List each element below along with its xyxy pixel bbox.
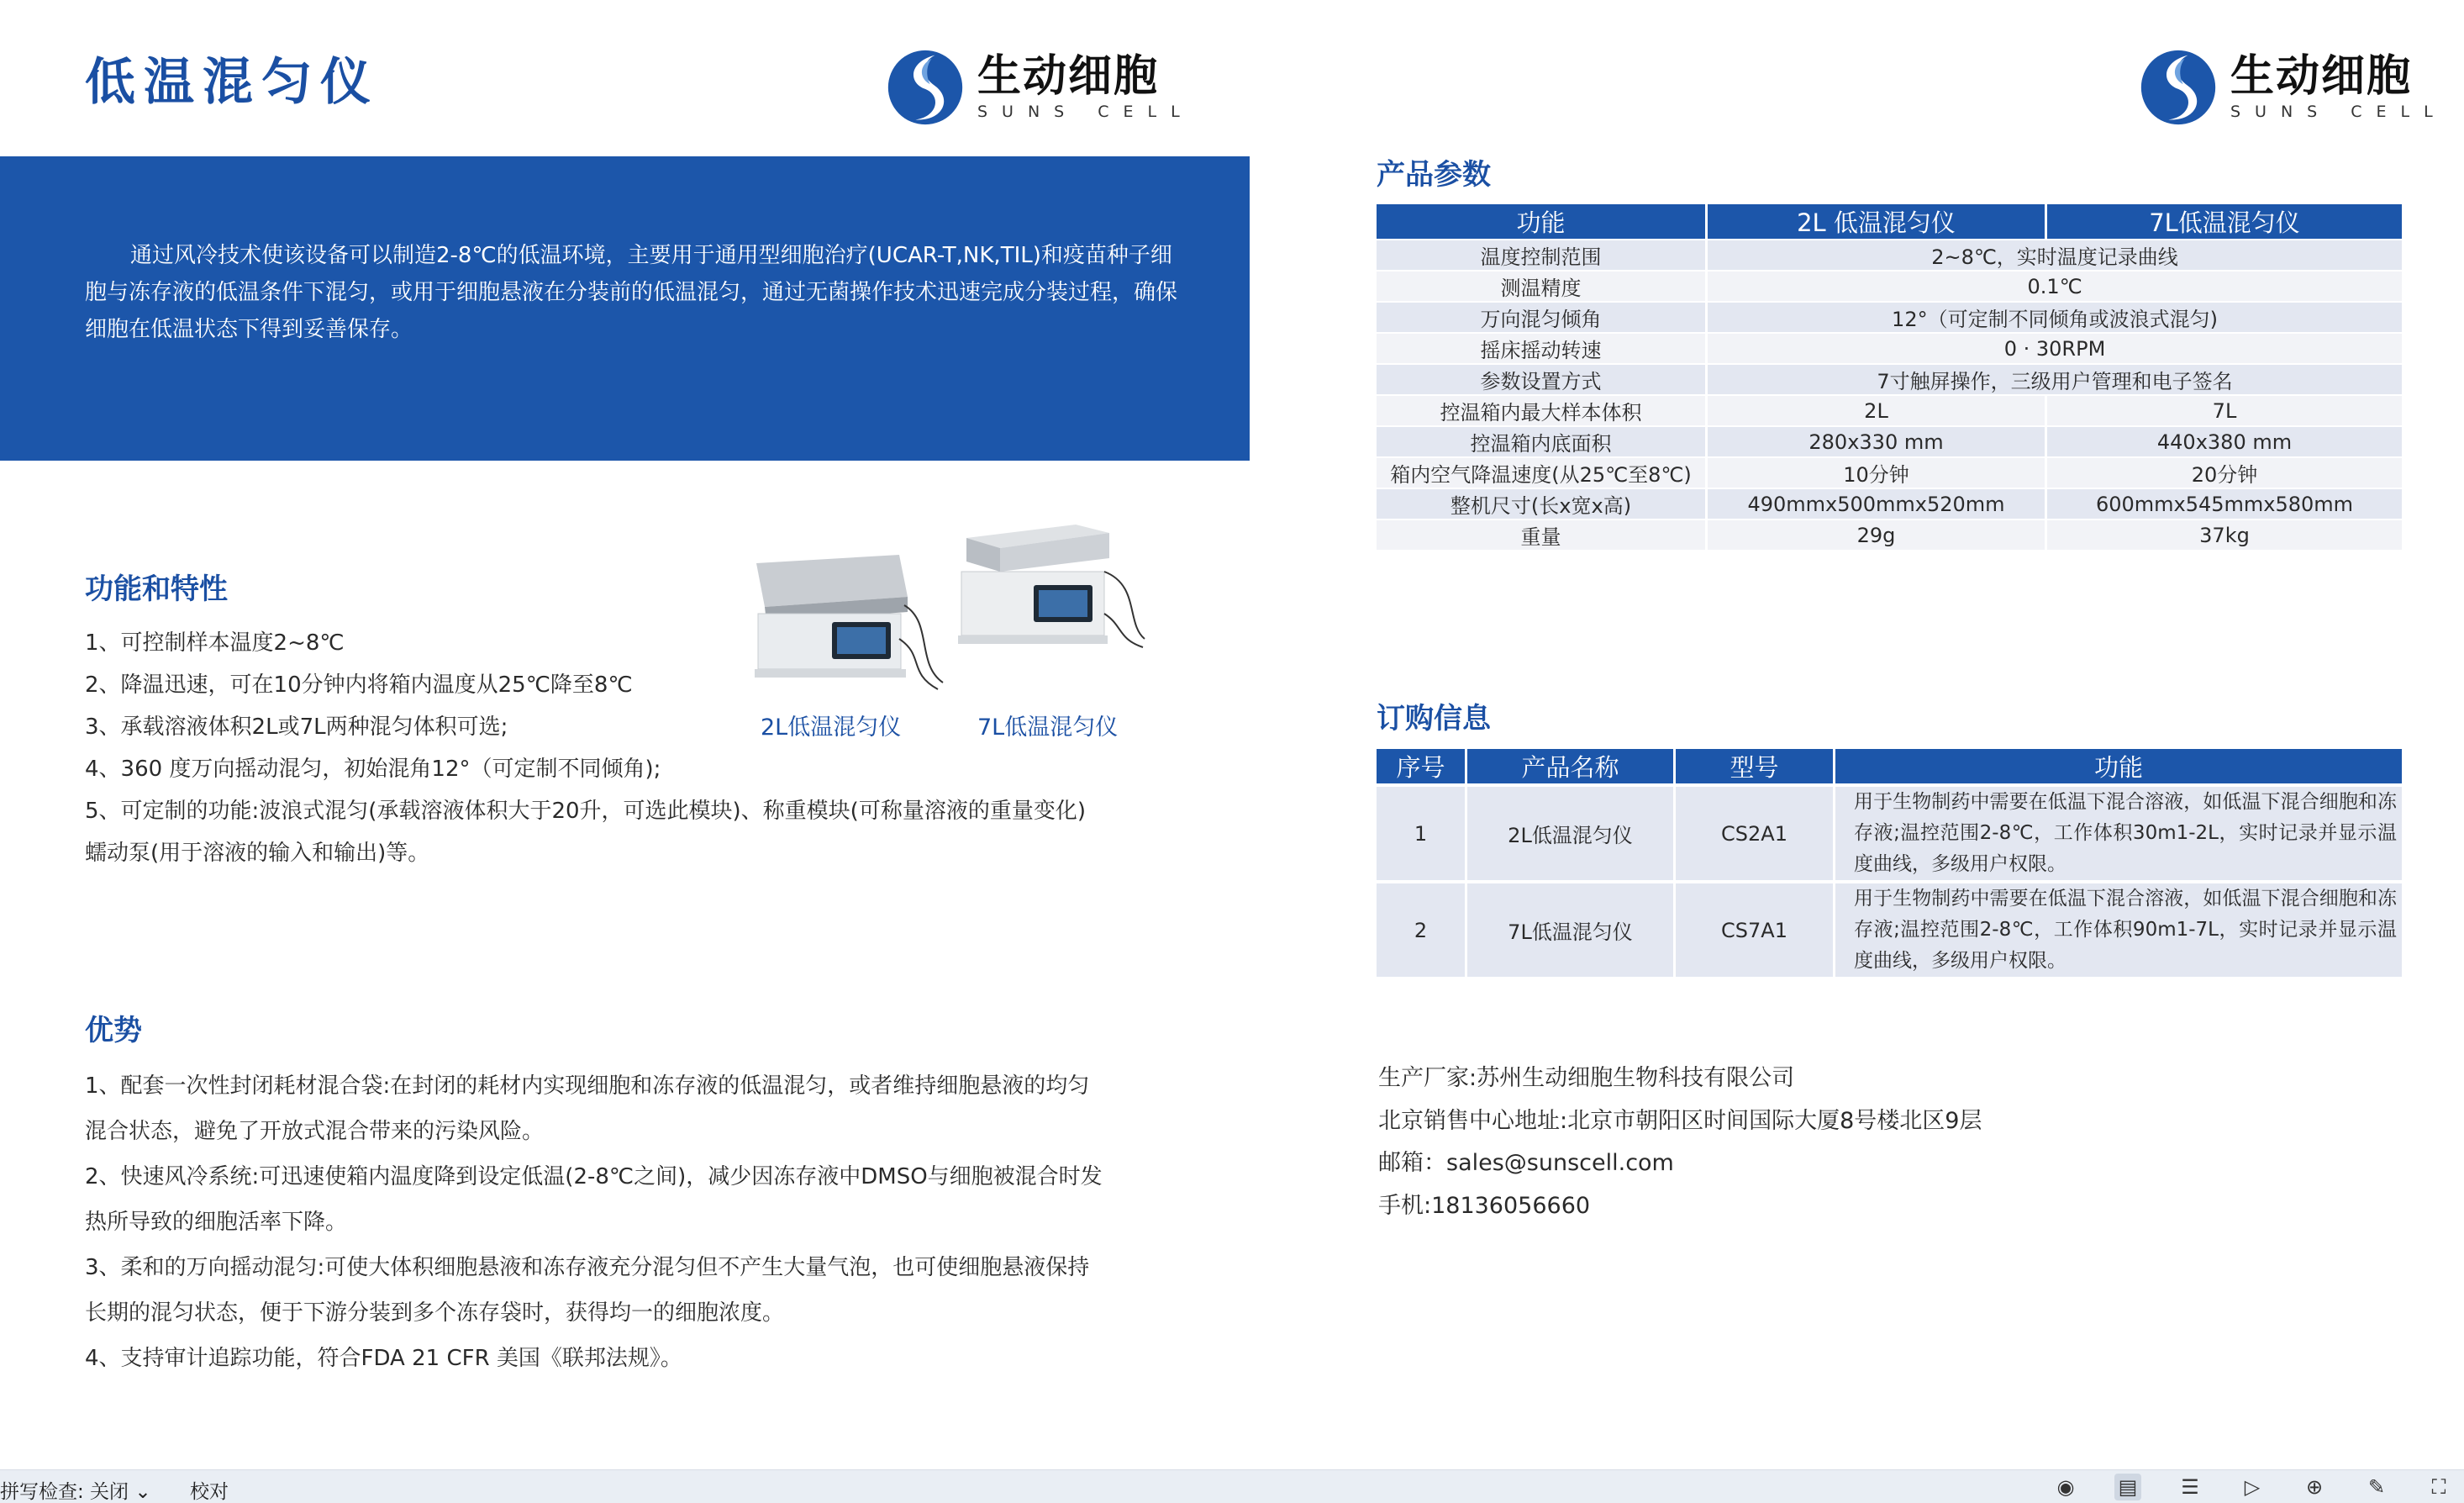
row-label: 控温箱内底面积 xyxy=(1377,425,1708,456)
row-label: 整机尺寸(长x宽x高) xyxy=(1377,488,1708,519)
spell-check-toggle[interactable]: 拼写检查: 关闭 ⌄ xyxy=(0,1481,151,1503)
row-label: 测温精度 xyxy=(1377,270,1708,301)
order-table xyxy=(1377,749,2402,977)
column-header: 产品名称 xyxy=(1467,749,1676,783)
order-number: 2 xyxy=(1377,880,1467,977)
table-row xyxy=(1377,394,2402,425)
shared-value: 2~8℃，实时温度记录曲线 xyxy=(1708,239,2402,270)
table-row xyxy=(1377,301,2402,332)
list-item: 2、快速风冷系统:可迅速使箱内温度降到设定低温(2-8℃之间)，减少因冻存液中DMSO与细胞被混合时发 xyxy=(85,1164,1103,1189)
list-item: 4、支持审计追踪功能，符合FDA 21 CFR 美国《联邦法规》。 xyxy=(85,1346,682,1371)
device-7l-caption: 7L低温混匀仪 xyxy=(977,715,1119,741)
row-label: 温度控制范围 xyxy=(1377,239,1708,270)
logo-chinese-name: 生动细胞 xyxy=(2230,51,2413,102)
table-header-row xyxy=(1377,749,2402,783)
shared-value: 7寸触屏操作，三级用户管理和电子签名 xyxy=(1708,363,2402,394)
column-header: 序号 xyxy=(1377,749,1467,783)
table-row xyxy=(1377,239,2402,270)
product-function: 用于生物制药中需要在低温下混合溶液，如低温下混合细胞和冻存液;温控范围2-8℃，工作体积90m1-7L，实时记录并显示温度曲线，多级用户权限。 xyxy=(1835,880,2402,977)
list-item: 4、360 度万向摇动混匀，初始混角12°（可定制不同倾角); xyxy=(85,757,661,782)
product-name: 2L低温混匀仪 xyxy=(1467,783,1676,880)
outline-icon[interactable]: ☰ xyxy=(2181,1475,2199,1499)
page-view-icon[interactable]: ▤ xyxy=(2114,1474,2141,1500)
table-row xyxy=(1377,456,2402,488)
logo-english-name: SUNS CELL xyxy=(977,103,1194,121)
phone: 手机:18136056660 xyxy=(1378,1192,1591,1219)
device-2l-image xyxy=(748,546,950,698)
value-2l: 2L xyxy=(1708,394,2047,425)
logo-chinese-name: 生动细胞 xyxy=(977,51,1160,102)
list-item: 长期的混匀状态，便于下游分装到多个冻存袋时，获得均一的细胞浓度。 xyxy=(85,1300,785,1326)
features-heading: 功能和特性 xyxy=(85,572,228,606)
pen-icon[interactable]: ✎ xyxy=(2367,1475,2386,1499)
list-item: 3、柔和的万向摇动混匀:可使大体积细胞悬液和冻存液充分混匀但不产生大量气泡，也可使细胞悬液保持 xyxy=(85,1255,1090,1280)
manufacturer: 生产厂家:苏州生动细胞生物科技有限公司 xyxy=(1378,1065,1795,1091)
suns-cell-logo xyxy=(2138,47,2447,128)
view-controls xyxy=(2017,1474,2452,1500)
row-label: 参数设置方式 xyxy=(1377,363,1708,394)
row-label: 摇床摇动转速 xyxy=(1377,332,1708,363)
list-item: 1、可控制样本温度2~8℃ xyxy=(85,630,345,656)
page-title: 低温混匀仪 xyxy=(85,53,379,112)
table-row xyxy=(1377,363,2402,394)
list-item: 热所导致的细胞活率下降。 xyxy=(85,1210,348,1235)
logo-english-name: SUNS CELL xyxy=(2230,103,2447,121)
column-header: 功能 xyxy=(1835,749,2402,783)
list-item: 蠕动泵(用于溶液的输入和输出)等。 xyxy=(85,841,430,866)
advantages-list xyxy=(85,1063,1211,1381)
value-7l: 7L xyxy=(2047,394,2402,425)
table-row xyxy=(1377,783,2402,880)
intro-text: 通过风冷技术使该设备可以制造2-8℃的低温环境，主要用于通用型细胞治疗(UCAR-T,NK,TIL)和疫苗种子细胞与冻存液的低温条件下混匀，或用于细胞悬液在分装前的低温混匀，通过无菌操作技术迅速完成分装过程，确保细胞在低温状态下得到妥善保存。 xyxy=(85,243,1178,342)
value-2l: 280x330 mm xyxy=(1708,425,2047,456)
table-header-row xyxy=(1377,204,2402,239)
table-row xyxy=(1377,488,2402,519)
value-2l: 10分钟 xyxy=(1708,456,2047,488)
table-row xyxy=(1377,519,2402,550)
value-7l: 37kg xyxy=(2047,519,2402,550)
list-item: 3、承载溶液体积2L或7L两种混匀体积可选; xyxy=(85,715,508,740)
proofread-button[interactable]: 校对 xyxy=(190,1481,229,1503)
list-item: 混合状态，避免了开放式混合带来的污染风险。 xyxy=(85,1119,545,1144)
row-label: 重量 xyxy=(1377,519,1708,550)
row-label: 箱内空气降温速度(从25℃至8℃) xyxy=(1377,456,1708,488)
order-heading: 订购信息 xyxy=(1377,702,1491,736)
model-number: CS2A1 xyxy=(1676,783,1835,880)
eye-icon[interactable]: ◉ xyxy=(2056,1475,2075,1499)
suns-cell-logo xyxy=(885,47,1194,128)
model-number: CS7A1 xyxy=(1676,880,1835,977)
device-2l-caption: 2L低温混匀仪 xyxy=(761,715,902,741)
value-2l: 490mmx500mmx520mm xyxy=(1708,488,2047,519)
column-header: 型号 xyxy=(1676,749,1835,783)
play-icon[interactable]: ▷ xyxy=(2244,1475,2261,1499)
table-row xyxy=(1377,425,2402,456)
fullscreen-icon[interactable]: ⛶ xyxy=(2431,1475,2446,1499)
shared-value: 0.1℃ xyxy=(1708,270,2402,301)
suns-cell-logo-icon xyxy=(2138,47,2219,128)
table-row xyxy=(1377,270,2402,301)
table-row xyxy=(1377,880,2402,977)
order-number: 1 xyxy=(1377,783,1467,880)
contact-info xyxy=(1378,1057,1982,1227)
list-item: 5、可定制的功能:波浪式混匀(承载溶液体积大于20升，可选此模块)、称重模块(可称量溶液的重量变化) xyxy=(85,799,1086,824)
suns-cell-logo-icon xyxy=(885,47,966,128)
value-7l: 600mmx545mmx580mm xyxy=(2047,488,2402,519)
list-item: 1、配套一次性封闭耗材混合袋:在封闭的耗材内实现细胞和冻存液的低温混匀，或者维持细胞悬液的均匀 xyxy=(85,1073,1090,1099)
row-label: 万向混匀倾角 xyxy=(1377,301,1708,332)
column-header: 功能 xyxy=(1377,204,1708,239)
product-function: 用于生物制药中需要在低温下混合溶液，如低温下混合细胞和冻存液;温控范围2-8℃，工作体积30m1-2L，实时记录并显示温度曲线，多级用户权限。 xyxy=(1835,783,2402,880)
params-heading: 产品参数 xyxy=(1377,158,1491,192)
column-header: 7L低温混匀仪 xyxy=(2047,204,2402,239)
advantages-heading: 优势 xyxy=(85,1014,142,1047)
value-7l: 20分钟 xyxy=(2047,456,2402,488)
params-table xyxy=(1377,204,2402,550)
table-row xyxy=(1377,332,2402,363)
value-2l: 29g xyxy=(1708,519,2047,550)
intro-banner xyxy=(0,156,1250,461)
status-bar xyxy=(0,1469,2464,1503)
office-address: 北京销售中心地址:北京市朝阳区时间国际大厦8号楼北区9层 xyxy=(1378,1107,1982,1134)
value-7l: 440x380 mm xyxy=(2047,425,2402,456)
column-header: 2L 低温混匀仪 xyxy=(1708,204,2047,239)
shared-value: 0 · 30RPM xyxy=(1708,332,2402,363)
shared-value: 12°（可定制不同倾角或波浪式混匀) xyxy=(1708,301,2402,332)
row-label: 控温箱内最大样本体积 xyxy=(1377,394,1708,425)
globe-icon[interactable]: ⊕ xyxy=(2305,1475,2324,1499)
product-name: 7L低温混匀仪 xyxy=(1467,880,1676,977)
list-item: 2、降温迅速，可在10分钟内将箱内温度从25℃降至8℃ xyxy=(85,672,633,698)
email: 邮箱：sales@sunscell.com xyxy=(1378,1150,1674,1176)
device-7l-image xyxy=(950,513,1151,664)
